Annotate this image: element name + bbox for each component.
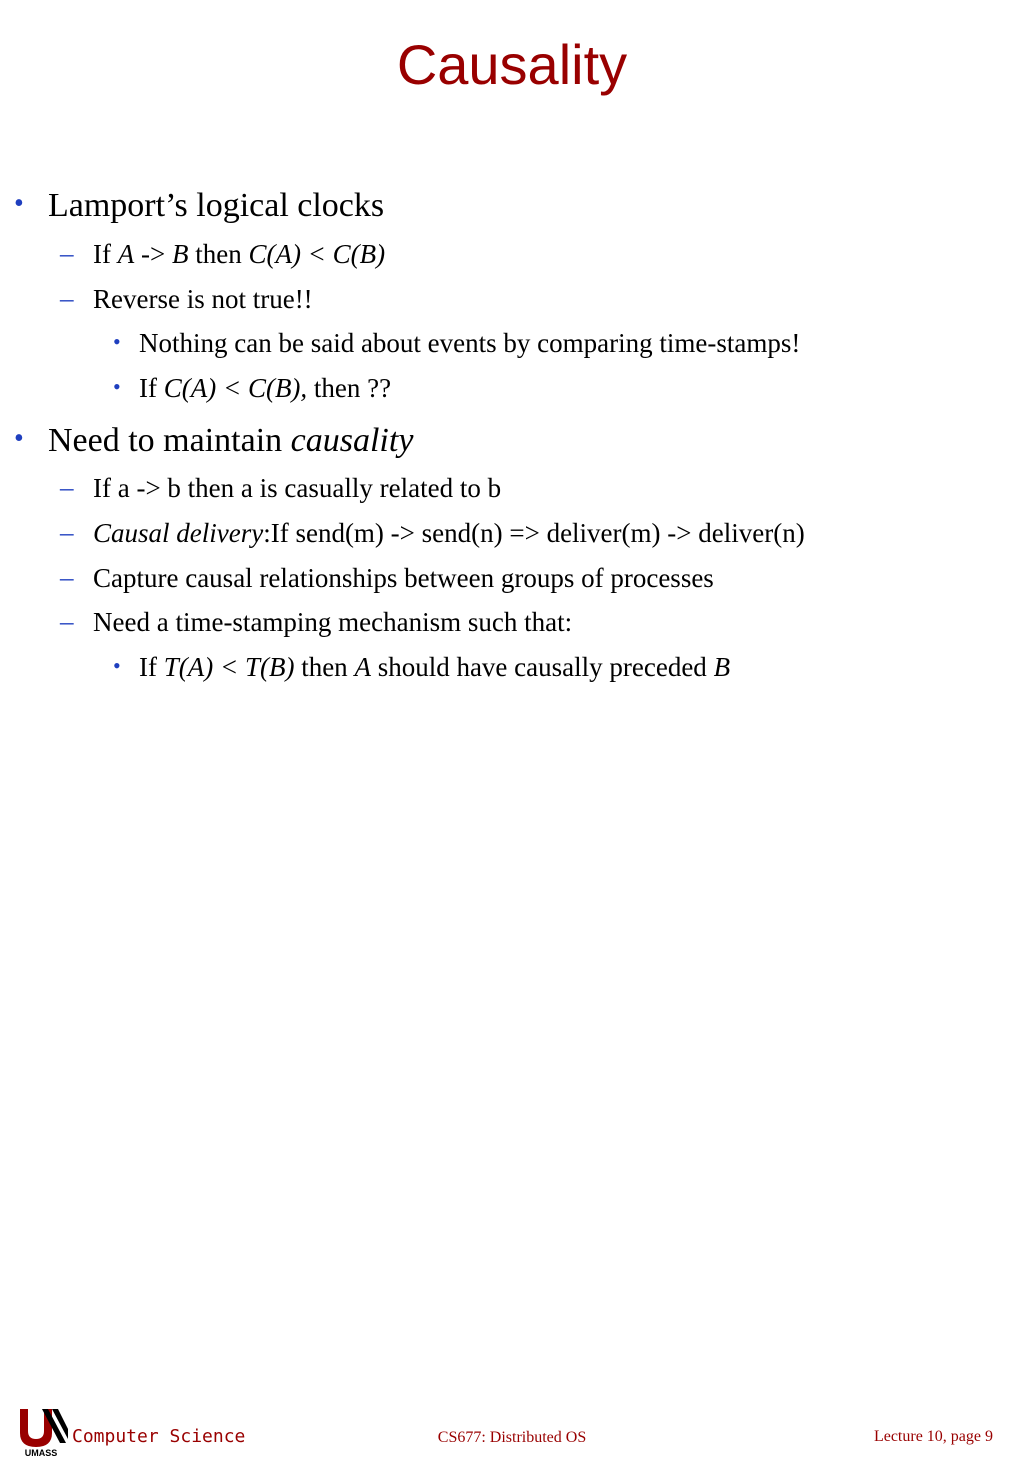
text-segment: T(A) < T(B) [163,652,295,682]
course-label: CS677: Distributed OS [437,1429,587,1446]
slide-content [0,0,1024,700]
text-segment: then [188,239,249,269]
sub-bullet-causal-delivery [93,517,805,549]
text-segment: If [139,652,164,682]
sub-bullet-time-stamping: Need a time-stamping mechanism such that: [93,607,573,637]
sub-bullet-reverse: Reverse is not true!! [93,284,313,314]
text-segment: :If send(m) -> send(n) => deliver(m) -> deliver(n) [263,518,805,548]
sub-sub-bullet-if-ta-tb [139,651,730,683]
sub-sub-bullet-nothing: Nothing can be said about events by comparing time-stamps! [139,328,801,358]
bullet-icon: • [14,423,24,454]
bullet-lamport: Lamport’s logical clocks [48,187,385,224]
sub-sub-bullet-if-ca-cb [139,372,391,404]
text-segment: C(A) < C(B) [248,239,386,269]
dash-icon: – [60,283,74,313]
dash-icon: – [60,472,74,502]
text-segment: then [294,652,355,682]
bullet-icon: • [113,329,121,354]
sub-bullet-casually-related: If a -> b then a is casually related to b [93,473,502,503]
text-segment: Causal delivery [93,518,264,548]
text-segment: A [354,652,371,682]
text-segment: C(A) < C(B), [163,373,308,403]
sub-bullet-capture: Capture causal relationships between groups of processes [93,563,714,593]
text-segment: A [117,239,135,269]
bullet-icon: • [113,374,121,399]
text-segment: then ?? [307,373,392,403]
bullet-icon: • [113,653,121,678]
text-segment: B [171,239,189,269]
text-segment: -> [134,239,172,269]
dash-icon: – [60,562,74,592]
text-segment: Need to maintain [48,422,291,459]
page-label: Lecture 10, page 9 [873,1428,993,1445]
bullet-icon: • [14,188,24,219]
dash-icon: – [60,517,74,547]
department-label: Computer Science [72,1426,246,1447]
sub-bullet-if-a-b [93,238,385,270]
logo-text: UMASS [24,1448,58,1457]
slide-footer [0,700,1024,1457]
text-segment: If [139,373,164,403]
text-segment: causality [290,422,414,459]
dash-icon: – [60,606,74,636]
slide-title: Causality [396,33,628,96]
text-segment: should have causally preceded [370,652,714,682]
text-segment: B [713,652,731,682]
text-segment: If [93,239,118,269]
bullet-causality [48,421,413,461]
dash-icon: – [60,238,74,268]
